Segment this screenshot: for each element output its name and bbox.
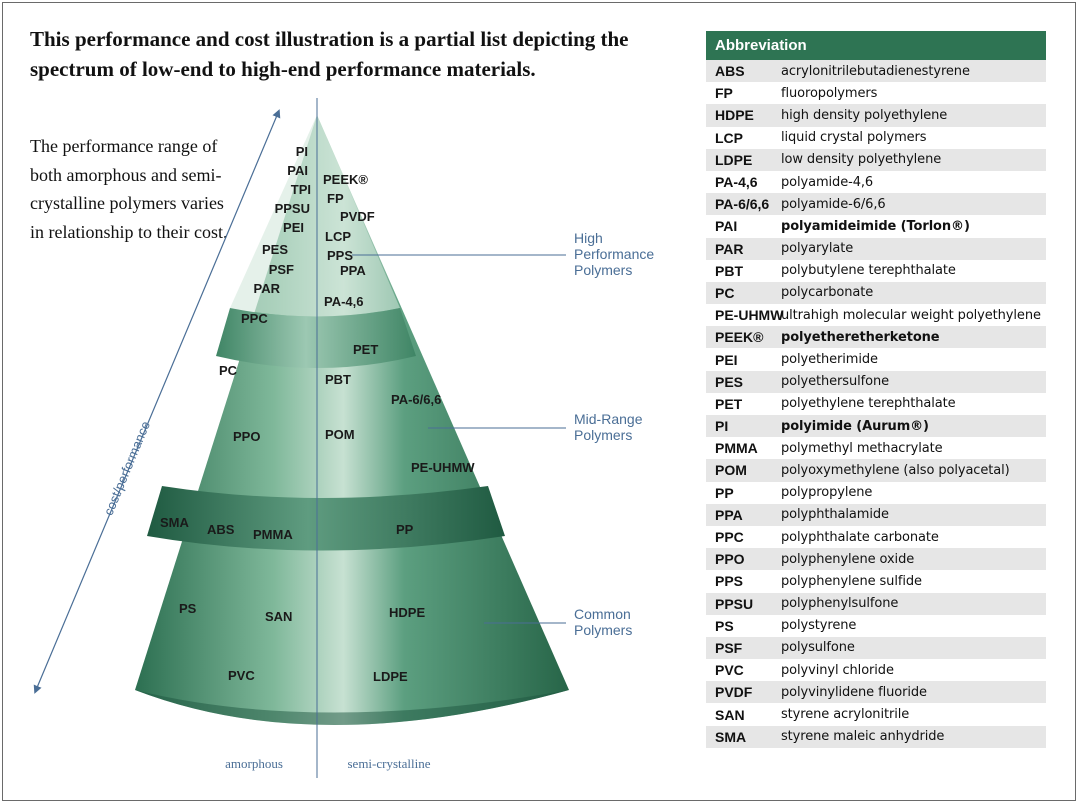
definition-cell: liquid crystal polymers	[781, 130, 927, 146]
abbreviation-cell: PVC	[715, 662, 744, 679]
table-row	[706, 304, 1046, 326]
definition-cell: polyamideimide (Torlon®)	[781, 218, 970, 234]
abbreviation-cell: PA-4,6	[715, 174, 758, 191]
table-row	[706, 459, 1046, 481]
definition-cell: polysulfone	[781, 640, 855, 656]
definition-cell: polypropylene	[781, 485, 873, 501]
definition-cell: polyetheretherketone	[781, 329, 940, 345]
table-row	[706, 393, 1046, 415]
polymer-label: PVC	[228, 668, 255, 683]
table-row	[706, 348, 1046, 370]
table-row	[706, 193, 1046, 215]
definition-cell: polyphthalate carbonate	[781, 529, 939, 545]
definition-cell: polyphenylene oxide	[781, 551, 915, 567]
polymer-label: SAN	[265, 609, 293, 624]
polymer-label: PET	[353, 342, 379, 357]
abbreviation-cell: PC	[715, 284, 735, 301]
abbreviation-cell: SAN	[715, 706, 745, 723]
polymer-label: PMMA	[253, 527, 293, 542]
table-row	[706, 82, 1046, 104]
tier-label-high	[574, 230, 658, 278]
table-row	[706, 326, 1046, 348]
polymer-label: PP	[396, 522, 414, 537]
definition-cell: styrene acrylonitrile	[781, 707, 910, 723]
polymer-label: PPO	[233, 429, 261, 444]
polymer-label: PBT	[325, 372, 351, 387]
definition-cell: polycarbonate	[781, 285, 874, 301]
abbreviation-cell: PPA	[715, 506, 743, 523]
abbreviation-cell: PPC	[715, 529, 744, 546]
abbreviation-cell: PEEK®	[715, 329, 764, 346]
semi-crystalline-label: semi-crystalline	[347, 756, 431, 771]
table-row	[706, 260, 1046, 282]
table-row	[706, 60, 1046, 82]
polymer-label: PI	[295, 144, 308, 159]
polymer-label: POM	[325, 427, 355, 442]
polymer-label: PPA	[340, 263, 366, 278]
abbreviation-cell: PMMA	[715, 440, 758, 457]
polymer-label: PC	[219, 363, 238, 378]
definition-cell: polyarylate	[781, 241, 854, 257]
table-row	[706, 238, 1046, 260]
polymer-label: PEEK®	[323, 172, 368, 187]
table-row	[706, 282, 1046, 304]
definition-cell: polymethyl methacrylate	[781, 440, 943, 456]
table-row	[706, 681, 1046, 703]
definition-cell: polystyrene	[781, 618, 857, 634]
polymer-label: ABS	[207, 522, 235, 537]
abbreviation-cell: FP	[715, 85, 733, 102]
polymer-label: PPSU	[274, 201, 310, 216]
definition-cell: ultrahigh molecular weight polyethylene	[781, 307, 1041, 323]
definition-cell: polyimide (Aurum®)	[781, 418, 929, 434]
table-row	[706, 703, 1046, 725]
abbreviation-cell: PEI	[715, 351, 738, 368]
polymer-label: PA-4,6	[324, 294, 364, 309]
definition-cell: styrene maleic anhydride	[781, 729, 945, 745]
table-row	[706, 726, 1046, 748]
polymer-label: PVDF	[340, 209, 375, 224]
tier-label-common-line: Polymers	[574, 622, 633, 638]
polymer-label: PE-UHMW	[411, 460, 475, 475]
table-header: Abbreviation	[706, 31, 1046, 60]
definition-cell: polyetherimide	[781, 352, 878, 368]
tier-label-common	[574, 606, 635, 638]
definition-cell: high density polyethylene	[781, 107, 948, 123]
table-row	[706, 171, 1046, 193]
abbreviation-table	[706, 31, 1046, 748]
polymer-label: HDPE	[389, 605, 426, 620]
abbreviation-cell: POM	[715, 462, 747, 479]
abbreviation-cell: PP	[715, 484, 734, 501]
abbreviation-cell: PSF	[715, 639, 743, 656]
abbreviation-cell: PA-6/6,6	[715, 196, 770, 213]
table-row	[706, 504, 1046, 526]
tier-label-mid-line: Polymers	[574, 427, 633, 443]
abbreviation-cell: HDPE	[715, 107, 754, 124]
table-row	[706, 437, 1046, 459]
abbreviation-cell: LCP	[715, 129, 743, 146]
polymer-label: PSF	[268, 262, 294, 277]
abbreviation-cell: PAI	[715, 218, 738, 235]
table-row	[706, 570, 1046, 592]
tier-label-common-line: Common	[574, 606, 631, 622]
table-row	[706, 215, 1046, 237]
polymer-label: PAR	[253, 281, 280, 296]
polymer-label: TPI	[290, 182, 311, 197]
table-row	[706, 149, 1046, 171]
table-row	[706, 659, 1046, 681]
abbreviation-cell: PS	[715, 617, 734, 634]
definition-cell: polyphthalamide	[781, 507, 889, 523]
tier-label-mid-line: Mid-Range	[574, 411, 643, 427]
polymer-label: PPS	[327, 248, 354, 263]
table-row	[706, 615, 1046, 637]
page-title: This performance and cost illustration is a partial list depicting the spectrum of low-end to high-end performance materials.	[30, 27, 629, 81]
definition-cell: polyvinyl chloride	[781, 662, 894, 678]
table-row	[706, 415, 1046, 437]
table-row	[706, 526, 1046, 548]
polymer-label: LCP	[325, 229, 351, 244]
polymer-label: LDPE	[373, 669, 408, 684]
abbreviation-cell: PVDF	[715, 684, 753, 701]
definition-cell: polyvinylidene fluoride	[781, 684, 927, 700]
abbreviation-cell: PBT	[715, 262, 743, 279]
polymer-label: PES	[261, 242, 288, 257]
polymer-label: SMA	[160, 515, 189, 530]
table-row	[706, 548, 1046, 570]
table-row	[706, 593, 1046, 615]
table-body	[706, 60, 1046, 748]
abbreviation-cell: PI	[715, 418, 729, 435]
abbreviation-cell: SMA	[715, 728, 747, 745]
polymer-label: FP	[327, 191, 344, 206]
table-row	[706, 104, 1046, 126]
abbreviation-cell: PPS	[715, 573, 744, 590]
definition-cell: polybutylene terephthalate	[781, 263, 956, 279]
definition-cell: low density polyethylene	[781, 152, 942, 168]
polymer-label: PA-6/6,6	[391, 392, 442, 407]
polymer-label: PAI	[287, 163, 308, 178]
polymer-label: PPC	[241, 311, 268, 326]
abbreviation-cell: PPO	[715, 551, 745, 568]
definition-cell: polyethylene terephthalate	[781, 396, 956, 412]
tier-label-high-line: Performance	[574, 246, 655, 262]
definition-cell: fluoropolymers	[781, 85, 878, 101]
polymer-label: PEI	[283, 220, 304, 235]
table-row	[706, 371, 1046, 393]
definition-cell: polyoxymethylene (also polyacetal)	[781, 462, 1010, 478]
definition-cell: polyphenylsulfone	[781, 596, 899, 612]
abbreviation-cell: LDPE	[715, 151, 753, 168]
amorphous-label: amorphous	[225, 756, 283, 771]
definition-cell: polyethersulfone	[781, 374, 889, 390]
tier-label-mid	[574, 411, 646, 443]
abbreviation-cell: ABS	[715, 63, 745, 80]
abbreviation-cell: PPSU	[715, 595, 754, 612]
definition-cell: polyphenylene sulfide	[781, 573, 922, 589]
abbreviation-cell: PE-UHMW	[715, 307, 784, 324]
tier-label-high-line: Polymers	[574, 262, 633, 278]
table-row	[706, 637, 1046, 659]
abbreviation-cell: PES	[715, 373, 744, 390]
definition-cell: acrylonitrilebutadienestyrene	[781, 63, 970, 79]
tier-label-high-line: High	[574, 230, 603, 246]
table-row	[706, 127, 1046, 149]
table-row	[706, 482, 1046, 504]
definition-cell: polyamide-4,6	[781, 174, 874, 190]
definition-cell: polyamide-6/6,6	[781, 196, 886, 212]
intro-text: The performance range of both amorphous and semi-crystalline polymers varies in relationship to their cost.	[30, 136, 228, 242]
axis-label: cost/performance	[100, 419, 153, 518]
abbreviation-cell: PET	[715, 395, 743, 412]
abbreviation-cell: PAR	[715, 240, 744, 257]
polymer-label: PS	[179, 601, 197, 616]
